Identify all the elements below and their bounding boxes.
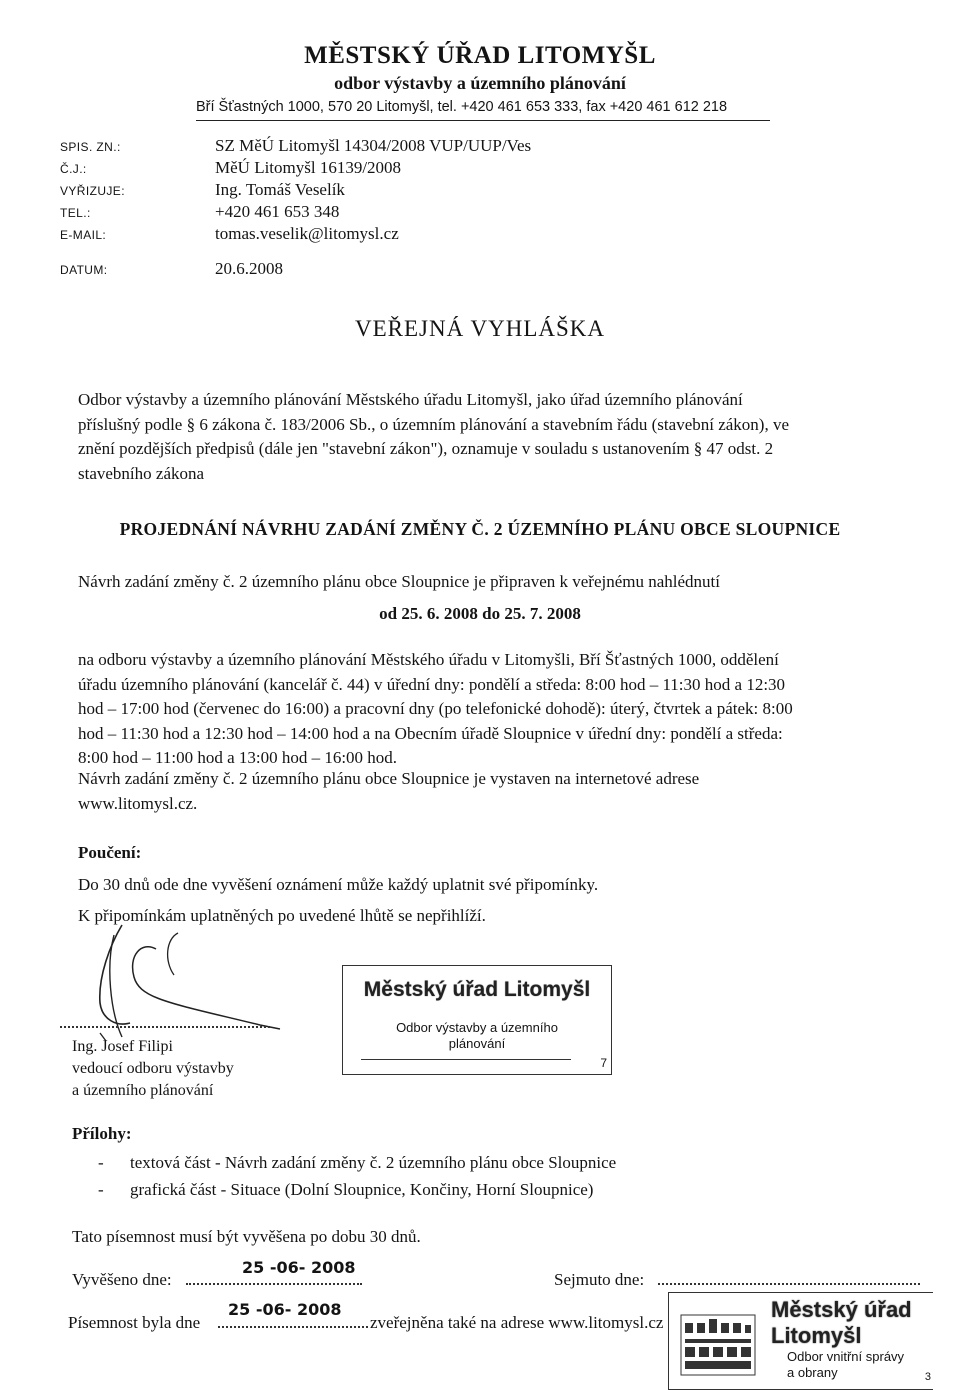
stamp-title: Městský úřad Litomyšl <box>363 978 591 1001</box>
location-line: 8:00 hod – 11:00 hod a 13:00 hod – 16:00 hod. <box>78 748 398 767</box>
instruction-line: K připomínkám uplatněných po uvedené lhůtě se nepřihlíží. <box>78 906 486 925</box>
posting-stamp-title: Městský úřad Litomyšl <box>771 1297 912 1348</box>
castle-emblem-icon <box>675 1305 761 1383</box>
removed-dotted-line <box>658 1283 920 1285</box>
handled-by-label: VYŘIZUJE: <box>60 184 125 198</box>
posting-stamp-subtitle <box>787 1349 904 1381</box>
published-dotted-line <box>218 1326 368 1328</box>
posted-dotted-line <box>186 1283 362 1285</box>
email-value: tomas.veselik@litomysl.cz <box>215 224 399 243</box>
location-line: hod – 17:00 hod (červenec do 16:00) a pracovní dny (po telefonické dohodě): úterý, čtvrtek a pátek: 8:00 <box>78 699 793 718</box>
location-line: hod – 11:30 hod a 12:30 hod – 14:00 hod a na Obecním úřadě Sloupnice v úřední dny: pondělí a středa: <box>78 723 783 743</box>
posted-label: Vyvěšeno dne: <box>72 1270 172 1289</box>
file-ref-label: SPIS. ZN.: <box>60 140 121 154</box>
posting-stamp-line: Odbor vnitřní správy <box>787 1349 905 1364</box>
attachments-heading: Přílohy: <box>72 1124 132 1143</box>
removed-label: Sejmuto dne: <box>554 1270 645 1289</box>
published-date: 25 -06- 2008 <box>228 1300 342 1319</box>
signatory-block <box>72 1036 234 1102</box>
list-bullet: - <box>98 1180 104 1199</box>
posting-stamp-number: 3 <box>924 1371 931 1383</box>
notice-subject: PROJEDNÁNÍ NÁVRHU ZADÁNÍ ZMĚNY Č. 2 ÚZEMNÍHO PLÁNU OBCE SLOUPNICE <box>119 519 841 539</box>
stamp-number: 7 <box>600 1056 607 1070</box>
instruction-line: Do 30 dnů ode dne vyvěšení oznámení může každý uplatnit své připomínky. <box>78 875 599 894</box>
inspection-period: od 25. 6. 2008 do 25. 7. 2008 <box>379 604 581 623</box>
email-label: E-MAIL: <box>60 228 107 242</box>
office-stamp <box>342 965 612 1075</box>
attachment-item: grafická část - Situace (Dolní Sloupnice, Končiny, Horní Sloupnice) <box>130 1180 594 1199</box>
internet-line: www.litomysl.cz. <box>78 793 198 813</box>
list-bullet: - <box>98 1153 104 1172</box>
stamp-rule <box>361 1059 571 1060</box>
office-contact: Bří Šťastných 1000, 570 20 Litomyšl, tel. +420 461 653 333, fax +420 461 612 218 <box>196 99 728 115</box>
ref-number-value: MěÚ Litomyšl 16139/2008 <box>215 158 402 177</box>
intro-line: Odbor výstavby a územního plánování Městského úřadu Litomyšl, jako úřad územního plánování <box>78 390 743 409</box>
phone-value: +420 461 653 348 <box>215 202 340 221</box>
location-line: na odboru výstavby a územního plánování Městského úřadu v Litomyšli, Bří Šťastných 1000, oddělení <box>78 650 779 669</box>
stamp-line: Odbor výstavby a územního <box>396 1020 558 1035</box>
published-label: Písemnost byla dne <box>68 1313 201 1332</box>
location-paragraph <box>78 648 880 771</box>
handled-by-value: Ing. Tomáš Veselík <box>215 180 345 199</box>
availability-text: Návrh zadání změny č. 2 územního plánu obce Sloupnice je připraven k veřejnému nahlédnutí <box>78 572 720 591</box>
intro-line: znění pozdějších předpisů (dále jen "stavební zákon"), oznamuje v souladu s ustanovením § 47 odst. 2 <box>78 439 774 458</box>
date-value: 20.6.2008 <box>215 259 283 278</box>
intro-paragraph <box>78 388 880 486</box>
department-name: odbor výstavby a územního plánování <box>334 73 626 93</box>
header-rule <box>196 120 770 121</box>
phone-label: TEL.: <box>60 206 91 220</box>
signatory-name: Ing. Josef Filipi <box>72 1038 173 1055</box>
posting-stamp <box>668 1292 933 1390</box>
internet-line: Návrh zadání změny č. 2 územního plánu obce Sloupnice je vystaven na internetové adrese <box>78 769 700 788</box>
intro-line: příslušný podle § 6 zákona č. 183/2006 Sb., o územním plánování a stavebním řádu (stavební zákon), ve <box>78 414 790 434</box>
notice-title: VEŘEJNÁ VYHLÁŠKA <box>354 316 606 341</box>
signatory-role: a územního plánování <box>72 1082 214 1099</box>
signature-line <box>60 1026 270 1028</box>
attachment-item: textová část - Návrh zadání změny č. 2 územního plánu obce Sloupnice <box>130 1153 617 1172</box>
stamp-subtitle <box>343 1020 611 1052</box>
published-suffix: zveřejněna také na adrese www.litomysl.cz <box>370 1313 664 1332</box>
intro-line: stavebního zákona <box>78 463 205 483</box>
posting-stamp-line: a obrany <box>787 1365 838 1380</box>
location-line: úřadu územního plánování (kancelář č. 44) v úřední dny: pondělí a středa: 8:00 hod – 11:30 hod a 12:30 <box>78 674 786 694</box>
file-ref-value: SZ MěÚ Litomyšl 14304/2008 VUP/UUP/Ves <box>215 136 532 155</box>
posting-duration: Tato písemnost musí být vyvěšena po dobu 30 dnů. <box>72 1227 421 1246</box>
internet-paragraph <box>78 767 880 816</box>
instruction-heading: Poučení: <box>78 843 142 862</box>
signatory-role: vedoucí odboru výstavby <box>72 1060 234 1077</box>
ref-number-label: Č.J.: <box>60 162 87 176</box>
date-label: DATUM: <box>60 263 108 277</box>
office-name: MĚSTSKÝ ÚŘAD LITOMYŠL <box>304 42 656 69</box>
posted-date: 25 -06- 2008 <box>242 1258 356 1277</box>
stamp-line: plánování <box>448 1036 506 1051</box>
